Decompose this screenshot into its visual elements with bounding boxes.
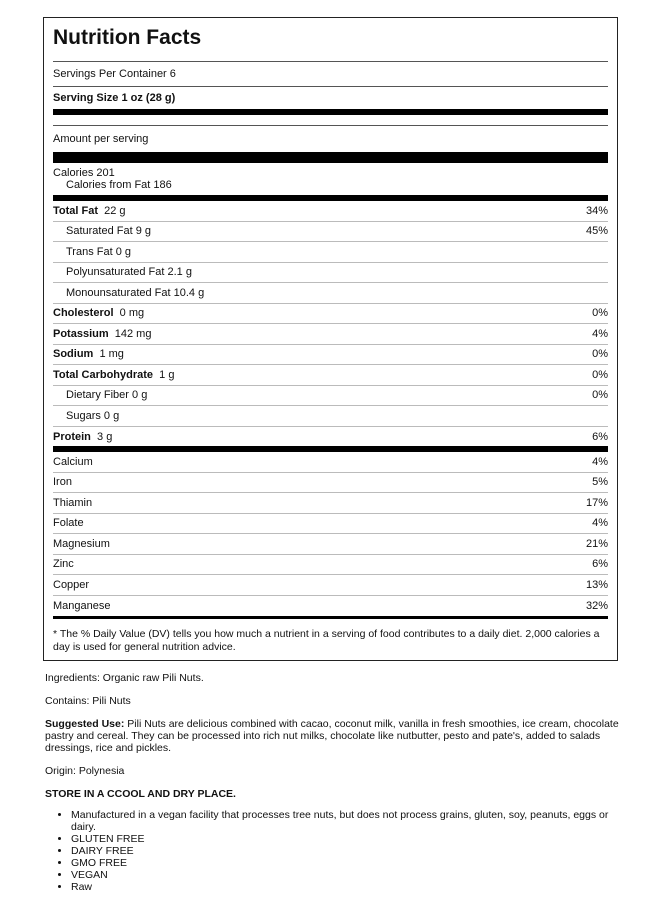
nutrient-dv: 45%: [585, 225, 608, 238]
vitamin-dv: 17%: [585, 496, 608, 509]
vitamin-row: [53, 555, 608, 576]
servings-per-container: Servings Per Container 6: [53, 68, 176, 80]
suggested-use-text: Pili Nuts are delicious combined with cacao, coconut milk, vanilla in fresh smoothies, ice cream, chocolate pastry and cereal. They can be processed into rich nut milks, chocolate like nutbutter, pesto and pate's, added to salads dressings, rice and pickles.: [45, 718, 619, 754]
nutrient-row: [53, 345, 608, 366]
vitamin-dv: 21%: [585, 537, 608, 550]
nutrient-row: [53, 406, 608, 427]
calories: Calories 201: [53, 167, 115, 179]
nutrient-name: [53, 431, 112, 443]
nutrient-dv: 6%: [592, 430, 608, 443]
vitamin-dv: 13%: [585, 578, 608, 591]
nutrient-dv: 4%: [592, 327, 608, 340]
vitamin-name: Thiamin: [53, 496, 93, 509]
contains: Contains: Pili Nuts: [45, 695, 131, 707]
feature-item: • GLUTEN FREE: [71, 833, 620, 845]
nutrient-row: [53, 365, 608, 386]
nutrient-bold-label: Total Carbohydrate: [53, 368, 154, 381]
nutrient-amount: 3 g: [97, 430, 113, 443]
vitamin-dv: 6%: [592, 558, 608, 571]
nutrient-name: [53, 307, 144, 319]
nutrient-name: [53, 266, 192, 278]
vitamin-name: Folate: [53, 517, 84, 530]
vitamin-row: [53, 534, 608, 555]
nutrient-amount: 1 mg: [99, 348, 124, 361]
feature-item: • Manufactured in a vegan facility that processes tree nuts, but does not process grains, gluten, soy, peanuts, eggs or dairy.: [71, 809, 620, 833]
nutrient-dv: 0%: [592, 348, 608, 361]
vitamin-list: [53, 452, 608, 616]
nutrient-row: [53, 324, 608, 345]
nutrient-amount: Dietary Fiber 0 g: [66, 389, 148, 402]
nutrient-dv: 0%: [592, 307, 608, 320]
vitamin-name: Zinc: [53, 558, 74, 571]
nutrient-amount: Trans Fat 0 g: [66, 245, 132, 258]
ingredients: Ingredients: Organic raw Pili Nuts.: [45, 672, 204, 684]
nutrient-row: [53, 242, 608, 263]
nutrient-name: [53, 348, 124, 360]
nutrient-amount: Saturated Fat 9 g: [66, 225, 151, 238]
nutrient-row: [53, 222, 608, 243]
serving-size: Serving Size 1 oz (28 g): [53, 92, 176, 104]
nutrient-list: [53, 201, 608, 447]
nutrient-bold-label: Cholesterol: [53, 307, 114, 320]
nutrient-name: [53, 246, 131, 258]
feature-list: [71, 809, 620, 893]
nutrition-facts-label: [43, 17, 618, 661]
origin: Origin: Polynesia: [45, 765, 125, 777]
nutrient-amount: 1 g: [159, 368, 175, 381]
nutrient-row: [53, 304, 608, 325]
feature-item: • Raw: [71, 881, 620, 893]
nutrient-bold-label: Potassium: [53, 327, 109, 340]
nutrient-name: [53, 410, 119, 422]
nutrient-amount: Monounsaturated Fat 10.4 g: [66, 286, 205, 299]
nutrient-amount: 22 g: [104, 204, 126, 217]
nutrient-row: [53, 201, 608, 222]
feature-item: • GMO FREE: [71, 857, 620, 869]
nutrient-name: [53, 389, 147, 401]
vitamin-row: [53, 473, 608, 494]
nutrient-name: [53, 287, 204, 299]
nutrient-row: [53, 386, 608, 407]
vitamin-row: [53, 452, 608, 473]
daily-value-footnote: * The % Daily Value (DV) tells you how much a nutrient in a serving of food contributes to a daily diet. 2,000 calories a day is used for general nutrition advice.: [53, 628, 600, 653]
nutrient-dv: 0%: [592, 389, 608, 402]
calories-from-fat: Calories from Fat 186: [66, 179, 172, 191]
nutrient-name: [53, 225, 151, 237]
product-info: [45, 672, 620, 893]
vitamin-row: [53, 575, 608, 596]
nutrient-dv: 34%: [585, 204, 608, 217]
suggested-use: [45, 718, 620, 754]
vitamin-dv: 4%: [592, 455, 608, 468]
nutrient-bold-label: Sodium: [53, 348, 94, 361]
amount-per-serving: Amount per serving: [53, 133, 149, 145]
feature-item: • VEGAN: [71, 869, 620, 881]
vitamin-row: [53, 514, 608, 535]
vitamin-name: Calcium: [53, 455, 93, 468]
nutrient-amount: 142 mg: [114, 327, 152, 340]
nutrient-dv: 0%: [592, 368, 608, 381]
vitamin-name: Copper: [53, 578, 90, 591]
label-title: Nutrition Facts: [53, 26, 202, 49]
vitamin-dv: 4%: [592, 517, 608, 530]
feature-item: • DAIRY FREE: [71, 845, 620, 857]
nutrient-bold-label: Total Fat: [53, 204, 99, 217]
nutrient-row: [53, 263, 608, 284]
vitamin-name: Iron: [53, 476, 72, 489]
vitamin-dv: 5%: [592, 476, 608, 489]
nutrient-name: [53, 328, 151, 340]
nutrient-amount: Sugars 0 g: [66, 409, 120, 422]
nutrient-name: [53, 205, 126, 217]
vitamin-name: Magnesium: [53, 537, 110, 550]
suggested-use-label: Suggested Use:: [45, 718, 125, 730]
storage-instructions: STORE IN A CCOOL AND DRY PLACE.: [45, 788, 236, 800]
vitamin-dv: 32%: [585, 599, 608, 612]
nutrient-name: [53, 369, 174, 381]
nutrient-row: [53, 283, 608, 304]
nutrient-amount: 0 mg: [119, 307, 145, 320]
nutrient-bold-label: Protein: [53, 430, 91, 443]
nutrient-amount: Polyunsaturated Fat 2.1 g: [66, 266, 192, 279]
nutrient-row: [53, 427, 608, 448]
vitamin-row: [53, 596, 608, 617]
vitamin-row: [53, 493, 608, 514]
vitamin-name: Manganese: [53, 599, 111, 612]
